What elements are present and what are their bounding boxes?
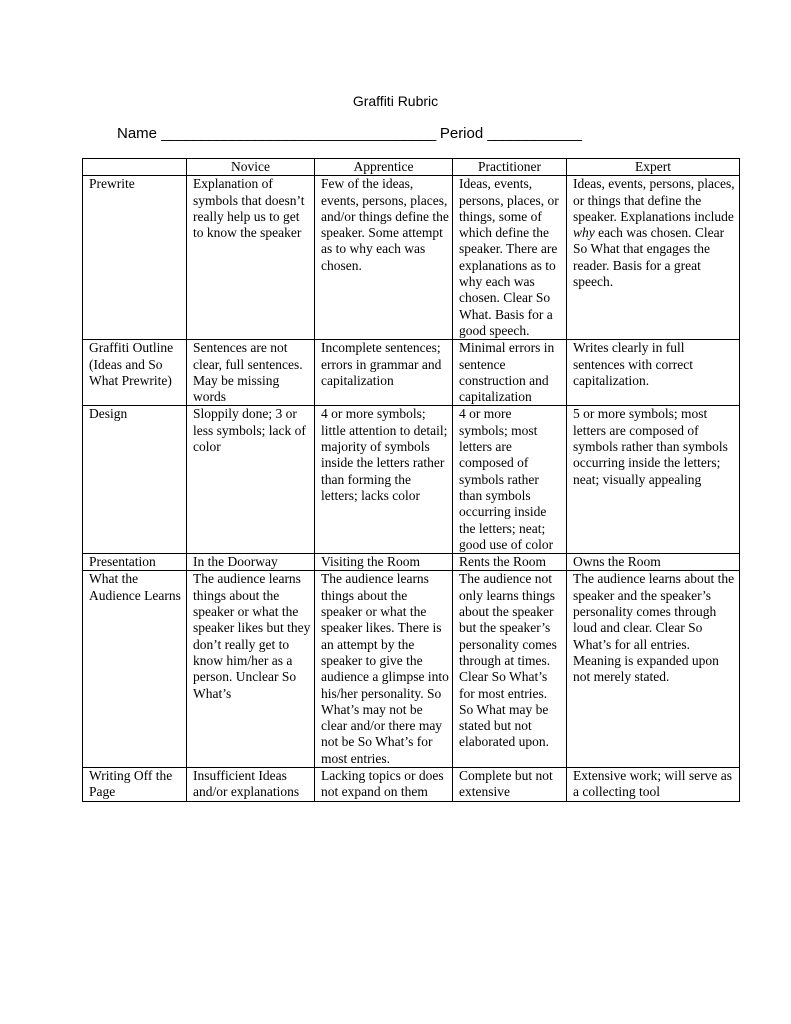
name-blank[interactable]: ___________________________________ — [161, 125, 436, 142]
criterion-cell: Graffiti Outline (Ideas and So What Prewrite) — [83, 340, 187, 406]
header-cell-novice: Novice — [187, 159, 315, 176]
novice-cell: Explanation of symbols that doesn’t really help us to get to know the speaker — [187, 176, 315, 340]
novice-cell: The audience learns things about the speaker or what the speaker likes but they don’t really get to know him/her as a person. Unclear So What’s — [187, 571, 315, 768]
expert-text-post: each was chosen. Clear So What that engages the reader. Basis for a great speech. — [573, 225, 725, 290]
novice-cell: Sloppily done; 3 or less symbols; lack of color — [187, 406, 315, 554]
practitioner-cell: Minimal errors in sentence construction and capitalization — [453, 340, 567, 406]
header-cell-criterion — [83, 159, 187, 176]
apprentice-cell: Visiting the Room — [315, 554, 453, 571]
period-blank[interactable]: ____________ — [487, 125, 582, 142]
practitioner-cell: Complete but not extensive — [453, 767, 567, 801]
criterion-cell: Prewrite — [83, 176, 187, 340]
header-cell-expert: Expert — [567, 159, 740, 176]
novice-cell: In the Doorway — [187, 554, 315, 571]
apprentice-cell: The audience learns things about the speaker or what the speaker likes. There is an attempt by the speaker to give the audience a glimpse into his/her personality. So What’s may not be clear and/or there may not be So What’s for most entries. — [315, 571, 453, 768]
rubric-table — [82, 158, 740, 802]
apprentice-cell: 4 or more symbols; little attention to detail; majority of symbols inside the letters rather than forming the letters; lacks color — [315, 406, 453, 554]
expert-cell: Owns the Room — [567, 554, 740, 571]
criterion-cell: Design — [83, 406, 187, 554]
expert-text-pre: Ideas, events, persons, places, or things that define the speaker. Explanations include — [573, 176, 735, 224]
criterion-cell: Presentation — [83, 554, 187, 571]
practitioner-cell: Ideas, events, persons, places, or things, some of which define the speaker. There are explanations as to why each was chosen. Clear So What. Basis for a good speech. — [453, 176, 567, 340]
header-row — [83, 159, 740, 176]
table-row-prewrite — [83, 176, 740, 340]
expert-cell: 5 or more symbols; most letters are composed of symbols rather than symbols occurring inside the letters; neat; visually appealing — [567, 406, 740, 554]
name-label: Name — [117, 125, 158, 142]
table-row-graffiti-outline — [83, 340, 740, 406]
expert-cell: Extensive work; will serve as a collecting tool — [567, 767, 740, 801]
practitioner-cell: The audience not only learns things about the speaker but the speaker’s personality comes through at times. Clear So What’s for most entries. So What may be stated but not elaborated upon. — [453, 571, 567, 768]
header-cell-apprentice: Apprentice — [315, 159, 453, 176]
practitioner-cell: 4 or more symbols; most letters are composed of symbols rather than symbols occurring inside the letters; neat; good use of color — [453, 406, 567, 554]
table-row-writing-off-page — [83, 767, 740, 801]
period-label: Period — [439, 125, 484, 142]
table-row-audience-learns — [83, 571, 740, 768]
apprentice-cell: Lacking topics or does not expand on them — [315, 767, 453, 801]
criterion-cell: Writing Off the Page — [83, 767, 187, 801]
novice-cell: Sentences are not clear, full sentences. May be missing words — [187, 340, 315, 406]
apprentice-cell: Incomplete sentences; errors in grammar and capitalization — [315, 340, 453, 406]
table-row-presentation — [83, 554, 740, 571]
table-row-design — [83, 406, 740, 554]
name-period-line — [117, 125, 581, 142]
expert-cell — [567, 176, 740, 340]
expert-cell: The audience learns about the speaker and the speaker’s personality comes through loud and clear. Clear So What’s for all entries. Meaning is expanded upon not merely stated. — [567, 571, 740, 768]
expert-cell: Writes clearly in full sentences with correct capitalization. — [567, 340, 740, 406]
expert-text-emphasis: why — [573, 225, 595, 241]
practitioner-cell: Rents the Room — [453, 554, 567, 571]
novice-cell: Insufficient Ideas and/or explanations — [187, 767, 315, 801]
page-title: Graffiti Rubric — [352, 93, 439, 109]
criterion-cell: What the Audience Learns — [83, 571, 187, 768]
apprentice-cell: Few of the ideas, events, persons, places, and/or things define the speaker. Some attempt as to why each was chosen. — [315, 176, 453, 340]
header-cell-practitioner: Practitioner — [453, 159, 567, 176]
